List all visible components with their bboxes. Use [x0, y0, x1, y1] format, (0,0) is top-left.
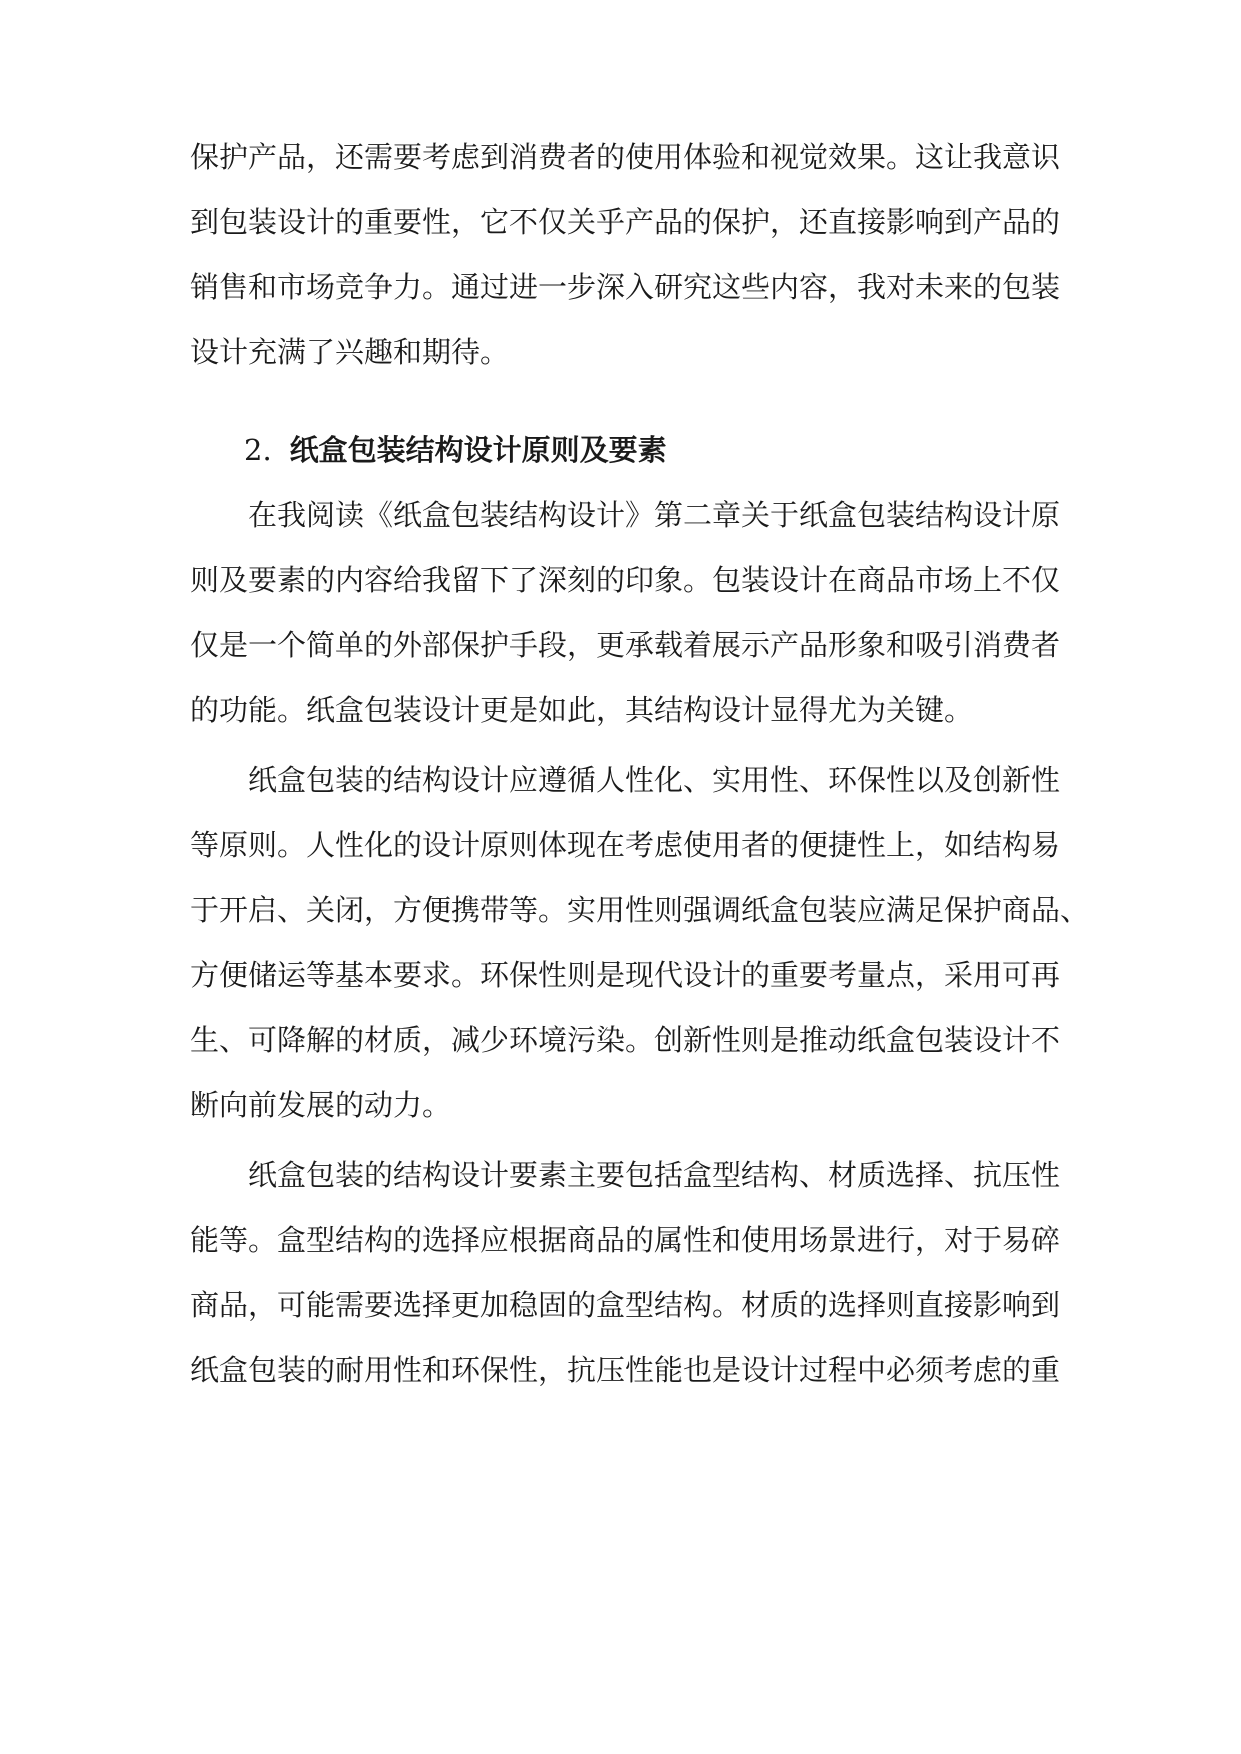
paragraph-1-line-2: 到包装设计的重要性，它不仅关乎产品的保护，还直接影响到产品的 [190, 205, 1061, 239]
paragraph-1-line-1: 保护产品，还需要考虑到消费者的使用体验和视觉效果。这让我意识 [190, 140, 1061, 174]
paragraph-4-line-4: 纸盒包装的耐用性和环保性，抗压性能也是设计过程中必须考虑的重 [190, 1353, 1061, 1387]
paragraph-3-line-6: 断向前发展的动力。 [190, 1088, 452, 1122]
paragraph-2-line-2: 则及要素的内容给我留下了深刻的印象。包装设计在商品市场上不仅 [190, 563, 1061, 597]
paragraph-3-line-3: 于开启、关闭，方便携带等。实用性则强调纸盒包装应满足保护商品、 [190, 893, 1090, 927]
section-title: 纸盒包装结构设计原则及要素 [289, 433, 667, 467]
paragraph-2-line-4: 的功能。纸盒包装设计更是如此，其结构设计显得尤为关键。 [190, 693, 974, 727]
paragraph-1-line-3: 销售和市场竞争力。通过进一步深入研究这些内容，我对未来的包装 [190, 270, 1061, 304]
paragraph-4-line-3: 商品，可能需要选择更加稳固的盒型结构。材质的选择则直接影响到 [190, 1288, 1061, 1322]
paragraph-3-line-5: 生、可降解的材质，减少环境污染。创新性则是推动纸盒包装设计不 [190, 1023, 1061, 1057]
section-heading [244, 430, 667, 470]
paragraph-3-line-2: 等原则。人性化的设计原则体现在考虑使用者的便捷性上，如结构易 [190, 828, 1061, 862]
paragraph-1-line-4: 设计充满了兴趣和期待。 [190, 335, 510, 369]
paragraph-3-line-4: 方便储运等基本要求。环保性则是现代设计的重要考量点，采用可再 [190, 958, 1061, 992]
paragraph-4-line-2: 能等。盒型结构的选择应根据商品的属性和使用场景进行，对于易碎 [190, 1223, 1061, 1257]
section-number: 2. [244, 433, 272, 467]
paragraph-2-line-3: 仅是一个简单的外部保护手段，更承载着展示产品形象和吸引消费者 [190, 628, 1061, 662]
paragraph-4-line-1: 纸盒包装的结构设计要素主要包括盒型结构、材质选择、抗压性 [248, 1158, 1061, 1192]
paragraph-2-line-1: 在我阅读《纸盒包装结构设计》第二章关于纸盒包装结构设计原 [248, 498, 1061, 532]
paragraph-3-line-1: 纸盒包装的结构设计应遵循人性化、实用性、环保性以及创新性 [248, 763, 1061, 797]
